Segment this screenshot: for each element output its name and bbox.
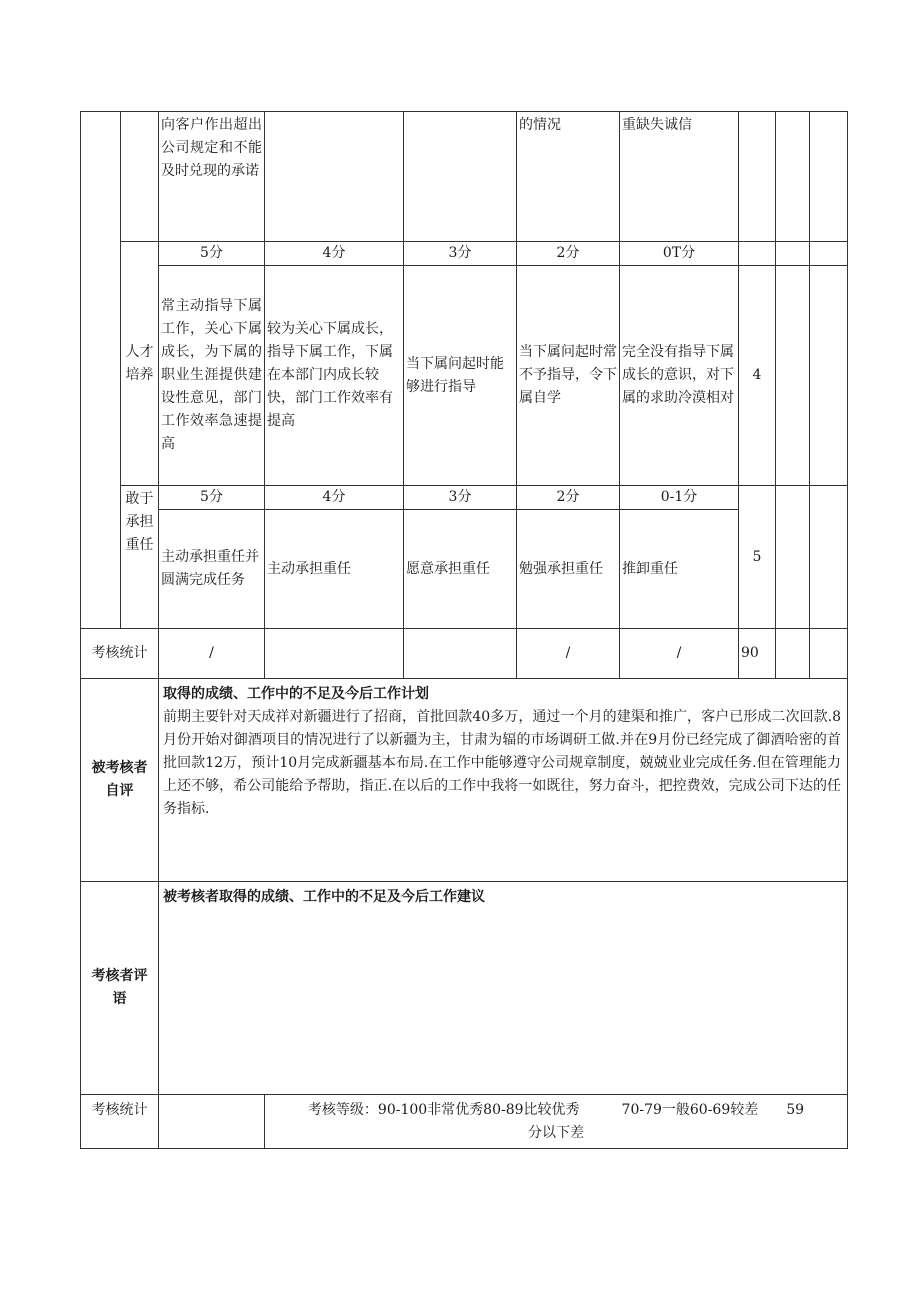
category-cell	[81, 112, 121, 629]
talent-label: 人才培养	[121, 242, 159, 486]
stats-cell-1: /	[159, 629, 265, 679]
stats-total: 90	[739, 629, 776, 679]
blank-cell	[776, 629, 810, 679]
resp-desc-2: 勉强承担重任	[517, 510, 620, 629]
blank-cell	[776, 242, 810, 266]
criteria-3	[404, 112, 517, 242]
resp-score-5: 5分	[159, 486, 265, 510]
stats-cell-5: /	[620, 629, 739, 679]
talent-score-row	[81, 242, 848, 266]
item-cell-empty	[121, 112, 159, 242]
reviewer-row	[81, 882, 848, 1095]
talent-score-3: 3分	[404, 242, 517, 266]
resp-score-4: 4分	[265, 486, 404, 510]
talent-desc-4: 较为关心下属成长，指导下属工作，下属在本部门内成长较快，部门工作效率有提高	[265, 266, 404, 486]
talent-desc-2: 当下属问起时常不予指导，令下属自学	[517, 266, 620, 486]
criteria-4	[265, 112, 404, 242]
blank-cell	[810, 629, 848, 679]
blank-cell	[776, 112, 810, 242]
blank-cell	[810, 242, 848, 266]
resp-desc-3: 愿意承担重任	[404, 510, 517, 629]
talent-desc-0: 完全没有指导下属成长的意识，对下属的求助冷漠相对	[620, 266, 739, 486]
talent-desc-row	[81, 266, 848, 486]
resp-score-value: 5	[739, 486, 776, 629]
grade-row	[81, 1095, 848, 1149]
reviewer-heading: 被考核者取得的成绩、工作中的不足及今后工作建议	[163, 889, 485, 905]
grade-scale-line1: 考核等级：90-100非常优秀80-89比较优秀 70-79一般60-69较差 59	[307, 1101, 805, 1118]
responsibility-label: 敢于承担重任	[121, 486, 159, 629]
resp-desc-5: 主动承担重任并圆满完成任务	[159, 510, 265, 629]
self-eval-body: 前期主要针对天成祥对新疆进行了招商，首批回款40多万，通过一个月的建渠和推广，客户已形成二次回款.8月份开始对御酒项目的情况进行了以新疆为主，甘肃为辐的市场调研工做.并在9月份已经完成了御酒哈密的首批回款12万，预计10月完成新疆基本布局.在工作中能够遵守公司规章制度，兢兢业业完成任务.但在管理能力上还不够，希公司能给予帮助，指正.在以后的工作中我将一如既往，努力奋斗，把控费效，完成公司下达的任务指标.	[163, 709, 841, 817]
stats-label: 考核统计	[81, 629, 159, 679]
blank-cell	[739, 242, 776, 266]
blank-cell	[776, 266, 810, 486]
self-eval-heading: 取得的成绩、工作中的不足及今后工作计划	[163, 686, 429, 702]
grade-label: 考核统计	[81, 1095, 159, 1149]
criteria-0: 重缺失诚信	[620, 112, 739, 242]
continuation-row	[81, 112, 848, 242]
responsibility-desc-row	[81, 510, 848, 629]
resp-desc-0: 推卸重任	[620, 510, 739, 629]
resp-desc-4: 主动承担重任	[265, 510, 404, 629]
stats-cell-3	[404, 629, 517, 679]
blank-cell	[810, 266, 848, 486]
talent-desc-5: 常主动指导下属工作，关心下属成长，为下属的职业生涯提供建设性意见，部门工作效率急速提高	[159, 266, 265, 486]
talent-desc-3: 当下属问起时能够进行指导	[404, 266, 517, 486]
stats-cell-4: /	[517, 629, 620, 679]
grade-scale-line2: 分以下差	[528, 1124, 584, 1141]
criteria-5: 向客户作出超出公司规定和不能及时兑现的承诺	[159, 112, 265, 242]
grade-scale	[265, 1095, 848, 1149]
talent-score-4: 4分	[265, 242, 404, 266]
criteria-2: 的情况	[517, 112, 620, 242]
talent-score-2: 2分	[517, 242, 620, 266]
reviewer-content	[159, 882, 848, 1095]
talent-score-value: 4	[739, 266, 776, 486]
appraisal-table	[80, 111, 848, 1149]
stats-cell-2	[265, 629, 404, 679]
talent-score-5: 5分	[159, 242, 265, 266]
self-eval-label: 被考核者自评	[81, 679, 159, 882]
stats-row	[81, 629, 848, 679]
blank-cell	[810, 486, 848, 629]
self-eval-content	[159, 679, 848, 882]
score-cell	[739, 112, 776, 242]
blank-cell	[776, 486, 810, 629]
grade-value	[159, 1095, 265, 1149]
resp-score-2: 2分	[517, 486, 620, 510]
blank-cell	[810, 112, 848, 242]
responsibility-score-row	[81, 486, 848, 510]
resp-score-0: 0-1分	[620, 486, 739, 510]
resp-score-3: 3分	[404, 486, 517, 510]
talent-score-0: 0T分	[620, 242, 739, 266]
self-eval-row	[81, 679, 848, 882]
reviewer-label: 考核者评语	[81, 882, 159, 1095]
